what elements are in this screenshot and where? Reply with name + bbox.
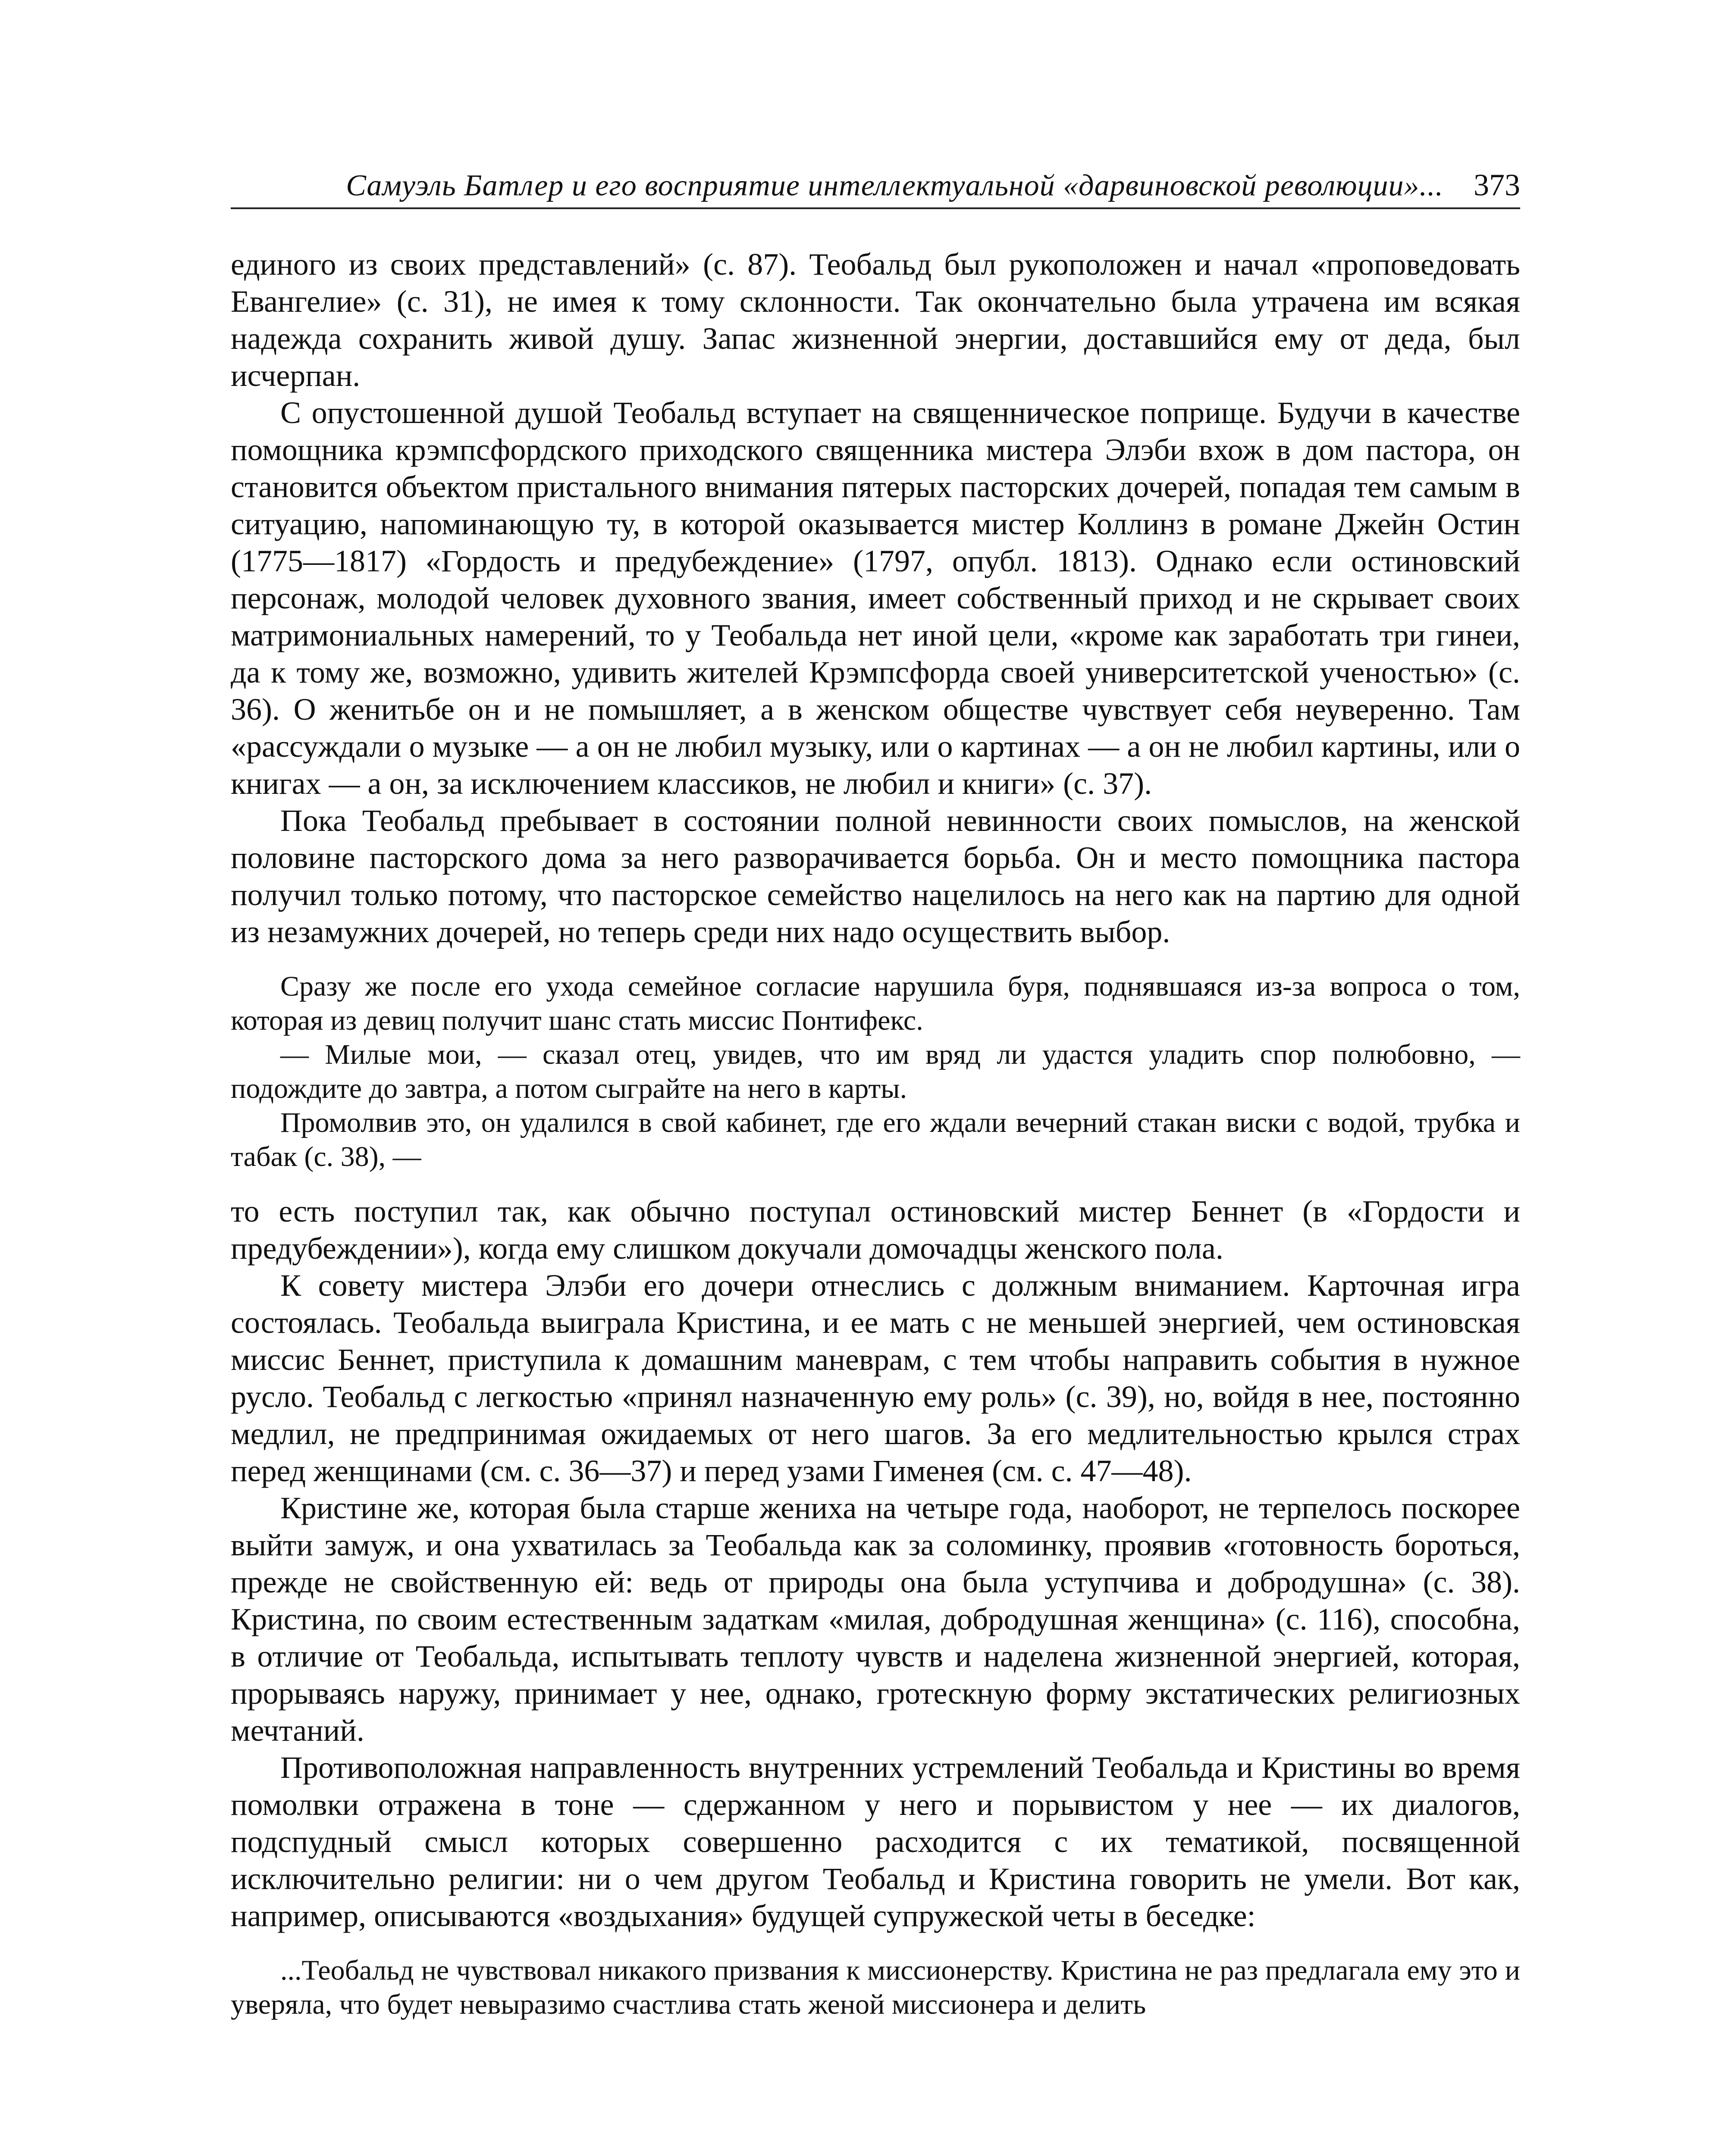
quote-paragraph: — Милые мои, — сказал отец, увидев, что им вряд ли удастся уладить спор полюбовно, — подождите до завтра, а потом сыграйте на него в карты. — [231, 1039, 1520, 1104]
page-number: 373 — [1474, 168, 1520, 202]
running-header — [231, 166, 1520, 209]
paragraph: Кристине же, которая была старше жениха на четыре года, наоборот, не терпелось поскорее выйти замуж, и она ухватилась за Теобальда как за соломинку, проявив «готовность бороться, прежде не свойственную ей: ведь от природы она была уступчива и добродушна» (с. 38). Кристина, по своим естественным задаткам «милая, добродушная женщина» (с. 116), способна, в отличие от Теобальда, испытывать теплоту чувств и наделена жизненной энергией, которая, прорываясь наружу, принимает у нее, однако, гротескную форму экстатических религиозных мечтаний. — [231, 1491, 1520, 1748]
running-title: Самуэль Батлер и его восприятие интеллектуальной «дарвиновской революции»... — [346, 169, 1443, 202]
paragraph: С опустошенной душой Теобальд вступает на священническое поприще. Будучи в качестве помощника крэмпсфордского приходского священника мистера Элэби вхож в дом пастора, он становится объектом пристального внимания пятерых пасторских дочерей, попадая тем самым в ситуацию, напоминающую ту, в которой оказывается мистер Коллинз в романе Джейн Остин (1775—1817) «Гордость и предубеждение» (1797, опубл. 1813). Однако если остиновский персонаж, молодой человек духовного звания, имеет собственный приход и не скрывает своих матримониальных намерений, то у Теобальда нет иной цели, «кроме как заработать три гинеи, да к тому же, возможно, удивить жителей Крэмпсфорда своей университетской ученостью» (с. 36). О женитьбе он и не помышляет, а в женском обществе чувствует себя неуверенно. Там «рассуждали о музыке — а он не любил музыку, или о картинах — а он не любил картины, или о книгах — а он, за исключением классиков, не любил и книги» (с. 37). — [231, 395, 1520, 801]
body-text — [231, 246, 1520, 2040]
block-quote — [231, 969, 1520, 1174]
paragraph: Противоположная направленность внутренних устремлений Теобальда и Кристины во время помолвки отражена в тоне — сдержанном у него и порывистом у нее — их диалогов, подспудный смысл которых совершенно расходится с их тематикой, посвященной исключительно религии: ни о чем другом Теобальд и Кристина говорить не умели. Вот как, например, описываются «воздыхания» будущей супружеской четы в беседке: — [231, 1750, 1520, 1933]
block-quote — [231, 1953, 1520, 2021]
paragraph: то есть поступил так, как обычно поступал остиновский мистер Беннет (в «Гордости и предубеждении»), когда ему слишком докучали домочадцы женского пола. — [231, 1194, 1520, 1266]
paragraph: единого из своих представлений» (с. 87). Теобальд был рукоположен и начал «проповедовать Евангелие» (с. 31), не имея к тому склонности. Так окончательно была утрачена им всякая надежда сохранить живой душу. Запас жизненной энергии, доставшийся ему от деда, был исчерпан. — [231, 247, 1520, 393]
paragraph: К совету мистера Элэби его дочери отнеслись с должным вниманием. Карточная игра состоялась. Теобальда выиграла Кристина, и ее мать с не меньшей энергией, чем остиновская миссис Беннет, приступила к домашним маневрам, с тем чтобы направить события в нужное русло. Теобальд с легкостью «принял назначенную ему роль» (с. 39), но, войдя в нее, постоянно медлил, не предпринимая ожидаемых от него шагов. За его медлительностью крылся страх перед женщинами (см. с. 36—37) и перед узами Гименея (см. с. 47—48). — [231, 1268, 1520, 1488]
quote-paragraph: ...Теобальд не чувствовал никакого призвания к миссионерству. Кристина не раз предлагала ему это и уверяла, что будет невыразимо счастлива стать женой миссионера и делить — [231, 1955, 1520, 2020]
quote-paragraph: Промолвив это, он удалился в свой кабинет, где его ждали вечерний стакан виски с водой, трубка и табак (с. 38), — — [231, 1107, 1520, 1172]
paragraph: Пока Теобальд пребывает в состоянии полной невинности своих помыслов, на женской половине пасторского дома за него разворачивается борьба. Он и место помощника пастора получил только потому, что пасторское семейство нацелилось на него как на партию для одной из незамужних дочерей, но теперь среди них надо осуществить выбор. — [231, 803, 1520, 949]
quote-paragraph: Сразу же после его ухода семейное согласие нарушила буря, поднявшаяся из-за вопроса о том, которая из девиц получит шанс стать миссис Понтифекс. — [231, 971, 1520, 1036]
